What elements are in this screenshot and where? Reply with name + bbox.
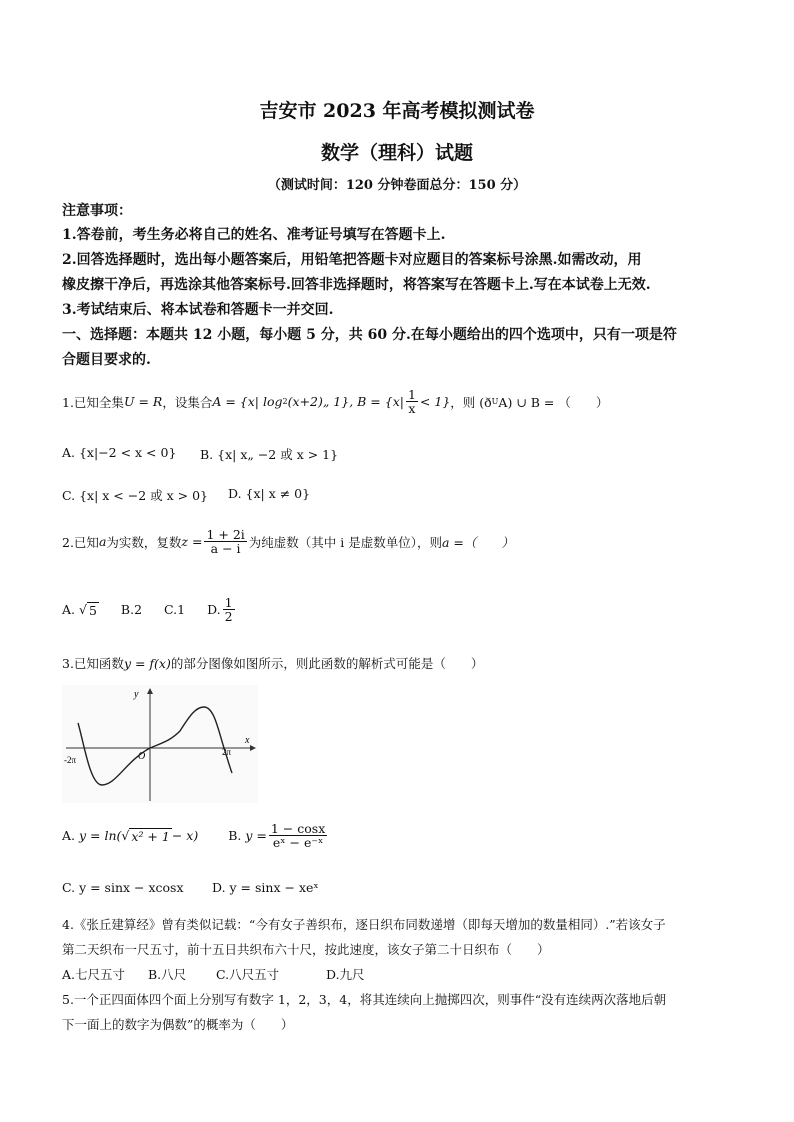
question-3 bbox=[62, 654, 483, 672]
q5-line2: 下一面上的数字为偶数”的概率为（ ） bbox=[62, 1017, 294, 1032]
left-tick-label: -2π bbox=[64, 755, 77, 765]
q1-set-b-right: < 1} bbox=[419, 394, 451, 410]
note-2b: 橡皮擦干净后，再选涂其他答案标号.回答非选择题时，将答案写在答题卡上.写在本试卷上无效. bbox=[62, 277, 651, 293]
q3-option-a-expr2: x² + 1 bbox=[131, 828, 170, 844]
question-1 bbox=[62, 388, 608, 415]
q4-line1: 4.《张丘建算经》曾有类似记载：“今有女子善织布，逐日织布同数递增（即每天增加的数量相同）.”若该女子 bbox=[62, 917, 666, 932]
note-1: 1.答卷前，考生务必将自己的姓名、准考证号填写在答题卡上. bbox=[62, 227, 446, 243]
q2-option-c: C.1 bbox=[164, 602, 186, 618]
q3-option-a-expr1: y = ln( bbox=[79, 828, 122, 844]
origin-label: O bbox=[138, 751, 146, 762]
q2-tail: 为纯虚数（其中 i 是虚数单位），则 bbox=[248, 534, 442, 550]
q2-options: A. √ 5 B.2 C.1 D. $\frac{1}{2}$ bbox=[62, 595, 233, 625]
exam-title: 吉安市 2023 年高考模拟测试卷 bbox=[259, 100, 535, 122]
right-tick-label: 2π bbox=[222, 747, 232, 757]
q2-var-a: a bbox=[98, 534, 107, 550]
q3-option-c: C. y = sinx − xcosx bbox=[62, 880, 184, 895]
q1-set-label: ，设集合 bbox=[162, 394, 213, 410]
q1-tail-sub: U bbox=[491, 397, 499, 407]
q3-option-a-expr3: − x) bbox=[171, 828, 199, 844]
q1-set-a-left: A = {x| log bbox=[212, 394, 283, 410]
q2-prefix: 2.已知 bbox=[62, 534, 99, 550]
q2-fraction: $\frac{1 + 2i}{a - i}$ bbox=[206, 527, 245, 557]
notes-heading: 注意事项： bbox=[62, 203, 132, 219]
q3-function-graph bbox=[62, 685, 258, 803]
section1-line1: 一、选择题：本题共 12 小题，每小题 5 分，共 60 分.在每小题给出的四个选项中，只有一项是符 bbox=[62, 327, 677, 343]
q4-line2: 第二天织布一尺五寸，前十五日共织布六十尺，按此速度，该女子第二十日织布（ ） bbox=[62, 942, 550, 957]
q2-option-a-label: A. bbox=[62, 602, 76, 618]
q3-option-d: D. y = sinx − xeˣ bbox=[212, 880, 319, 895]
note-2a: 2.回答选择题时，选出每小题答案后，用铅笔把答题卡对应题目的答案标号涂黑.如需改动，用 bbox=[62, 252, 642, 268]
q2-z: z = bbox=[181, 534, 203, 550]
q3-option-b-y: y = bbox=[245, 828, 267, 844]
exam-meta: （测试时间：120 分钟卷面总分：150 分） bbox=[267, 178, 527, 193]
q2-option-d-fraction: $\frac{1}{2}$ bbox=[224, 595, 233, 625]
q1-set-a-right: (x+2)„ 1} bbox=[287, 394, 350, 410]
x-axis-label: x bbox=[245, 735, 250, 746]
q1-tail: ，则 (ð bbox=[450, 394, 492, 410]
q3-options-ab: A. y = ln( √ x² + 1 − x) B. y = $\frac{1 - \cos x}{\text{eˣ − e⁻ˣ}}$ bbox=[62, 821, 326, 851]
q2-tail2: a =（ ） bbox=[441, 534, 514, 550]
q3-prefix: 3.已知函数 bbox=[62, 656, 124, 671]
q1-option-a: A. {x|−2 < x < 0} bbox=[62, 445, 177, 460]
section1-line2: 合题目要求的. bbox=[62, 352, 151, 368]
q2-option-b: B.2 bbox=[120, 602, 143, 618]
q2-mid: 为实数，复数 bbox=[106, 534, 182, 550]
q1-option-c: C. {x| x < −2 或 x > 0} bbox=[62, 488, 208, 503]
q2-option-a-value: 5 bbox=[88, 602, 97, 618]
note-3: 3.考试结束后、将本试卷和答题卡一并交回. bbox=[62, 302, 334, 318]
q3-option-b-fraction: $\frac{1 - \cos x}{\text{eˣ − e⁻ˣ}}$ bbox=[270, 821, 326, 851]
exam-subtitle: 数学（理科）试题 bbox=[320, 142, 473, 164]
q4-option-b: B.八尺 bbox=[148, 967, 187, 982]
q1-prefix: 1.已知全集 bbox=[62, 394, 124, 410]
q5-line1: 5.一个正四面体四个面上分别写有数字 1，2，3，4，将其连续向上抛掷四次，则事件“没有连续两次落地后朝 bbox=[62, 992, 667, 1007]
q1-tail2: A) ∪ B = （ ） bbox=[498, 394, 609, 410]
q1-option-d: D. {x| x ≠ 0} bbox=[228, 486, 311, 501]
q3-option-a-label: A. bbox=[62, 828, 76, 844]
q1-set-b-left: , B = {x| bbox=[349, 394, 404, 410]
q4-option-a: A.七尺五寸 bbox=[62, 967, 126, 982]
q3-option-b-label: B. bbox=[228, 828, 242, 844]
q3-tail: 的部分图像如图所示，则此函数的解析式可能是（ ） bbox=[170, 656, 484, 671]
q1-log-base: 2 bbox=[282, 397, 288, 407]
q4-option-c: C.八尺五寸 bbox=[216, 967, 280, 982]
q2-option-d-label: D. bbox=[207, 602, 221, 618]
question-2 bbox=[62, 528, 514, 555]
q1-fraction: $\frac{1}{x}$ bbox=[407, 387, 416, 417]
q1-option-b: B. {x| x„ −2 或 x > 1} bbox=[200, 447, 339, 462]
y-axis-label: y bbox=[134, 689, 139, 700]
q1-universal-set: U = R bbox=[123, 394, 163, 410]
q4-option-d: D.九尺 bbox=[326, 967, 365, 982]
q3-fx: y = f(x) bbox=[123, 656, 171, 671]
